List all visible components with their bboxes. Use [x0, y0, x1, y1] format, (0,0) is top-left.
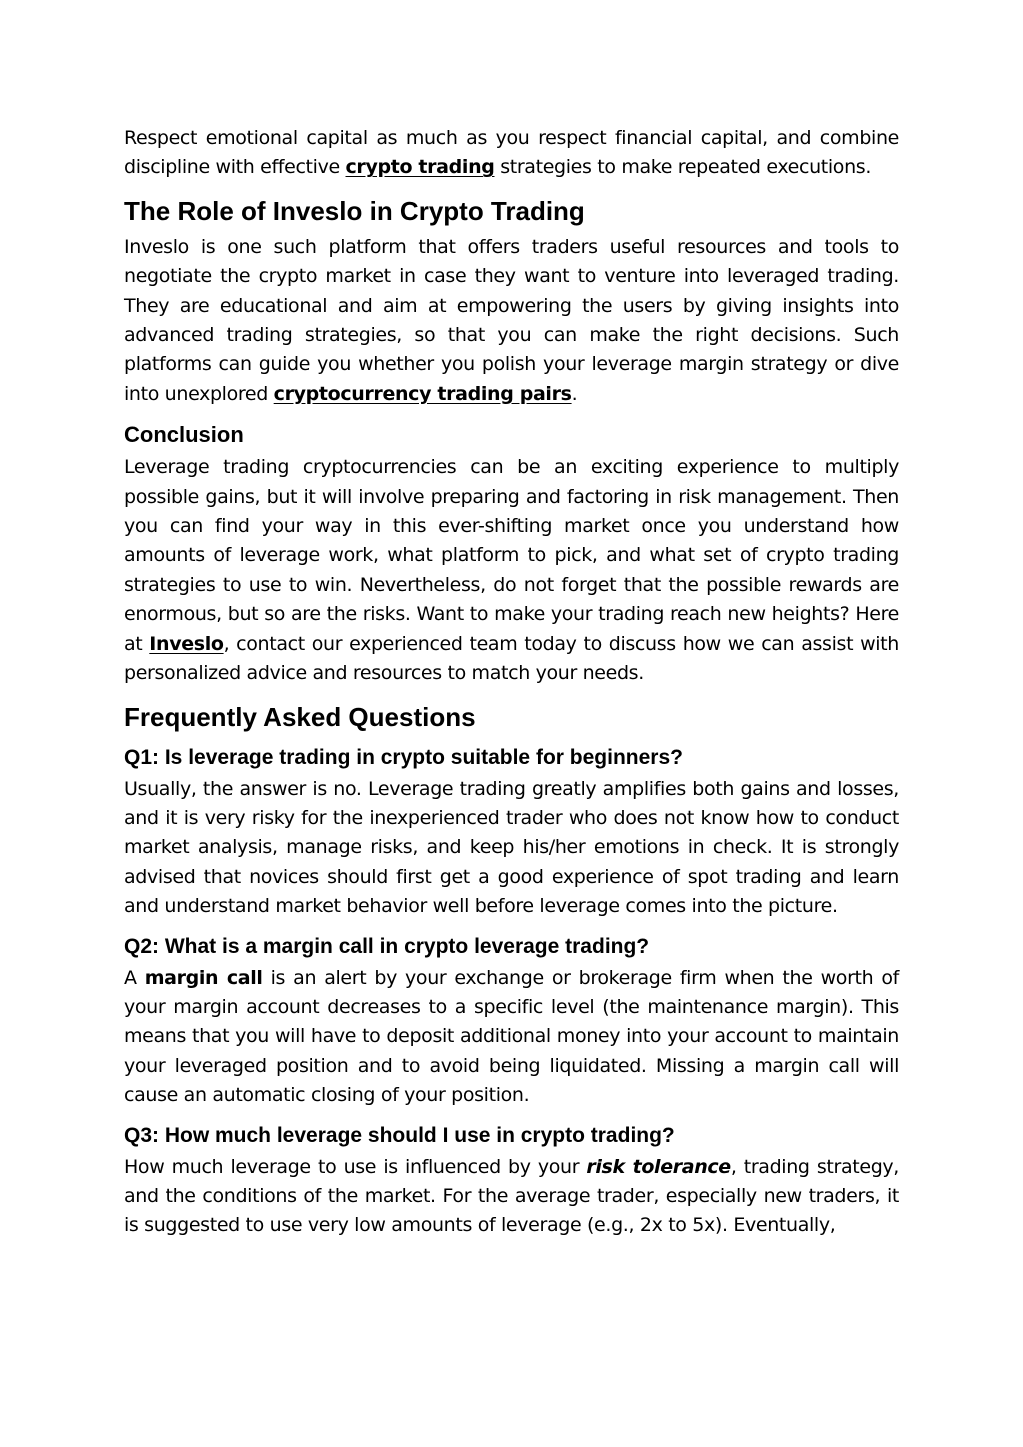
conclusion-text-b: , contact our experienced team today to discuss how we can assist with personalized advice and resources to match your needs. [124, 632, 899, 685]
faq-question-3: Q3: How much leverage should I use in crypto trading? [124, 1123, 675, 1147]
role-text-b: . [571, 382, 578, 405]
intro-text-b: strategies to make repeated executions. [494, 156, 872, 179]
role-text-a: Inveslo is one such platform that offers traders useful resources and tools to negotiate the crypto market in case they want to venture into leveraged trading. They are educational and aim at empowering the users by giving insights into advanced trading strategies, so that you can make the right decisions. Such platforms can guide you whether you polish your leverage margin strategy or dive into unexplored [124, 235, 899, 405]
margin-call-term: margin call [144, 966, 263, 989]
faq-question-1: Q1: Is leverage trading in crypto suitable for beginners? [124, 745, 683, 769]
conclusion-text-a: Leverage trading cryptocurrencies can be an exciting experience to multiply possible gains, but it will involve preparing and factoring in risk management. Then you can find your way in this ever-shifting market once you understand how amounts of leverage work, what platform to pick, and what set of crypto trading strategies to use to win. Nevertheless, do not forget that the possible rewards are enormous, but so are the risks. Want to make your trading reach new heights? Here at [124, 456, 899, 655]
cryptocurrency-trading-pairs-link[interactable]: cryptocurrency trading pairs [273, 382, 572, 405]
role-paragraph [124, 233, 899, 409]
crypto-trading-link[interactable]: crypto trading [345, 156, 495, 179]
faq-answer-1: Usually, the answer is no. Leverage trading greatly amplifies both gains and losses, and it is very risky for the inexperienced trader who does not know how to conduct market analysis, manage risks, and keep his/her emotions in check. It is strongly advised that novices should first get a good experience of spot trading and learn and understand market behavior well before leverage comes into the picture. [124, 777, 899, 918]
faq-answer-3-text-a: How much leverage to use is influenced by your [124, 1155, 587, 1178]
intro-paragraph [124, 124, 899, 183]
conclusion-heading: Conclusion [124, 422, 244, 448]
faq-question-2: Q2: What is a margin call in crypto leverage trading? [124, 934, 650, 958]
role-heading: The Role of Inveslo in Crypto Trading [124, 195, 585, 226]
inveslo-link[interactable]: Inveslo [149, 632, 224, 655]
risk-tolerance-term: risk tolerance [586, 1155, 731, 1178]
faq-answer-2 [124, 964, 899, 1111]
faq-answer-3 [124, 1153, 899, 1241]
conclusion-paragraph [124, 453, 899, 688]
document-page [124, 124, 899, 1241]
faq-answer-2-text-b: is an alert by your exchange or brokerage firm when the worth of your margin account decreases to a specific level (the maintenance margin). This means that you will have to deposit additional money into your account to maintain your leveraged position and to avoid being liquidated. Missing a margin call will cause an automatic closing of your position. [124, 966, 899, 1107]
faq-heading: Frequently Asked Questions [124, 701, 476, 732]
faq-answer-2-text-a: A [124, 966, 145, 989]
faq-answer-3-text-b: , trading strategy, and the conditions of the market. For the average trader, especially new traders, it is suggested to use very low amounts of leverage (e.g., 2x to 5x). Eventually, [124, 1155, 899, 1237]
intro-text-a: Respect emotional capital as much as you respect financial capital, and combine discipline with effective [124, 127, 899, 179]
